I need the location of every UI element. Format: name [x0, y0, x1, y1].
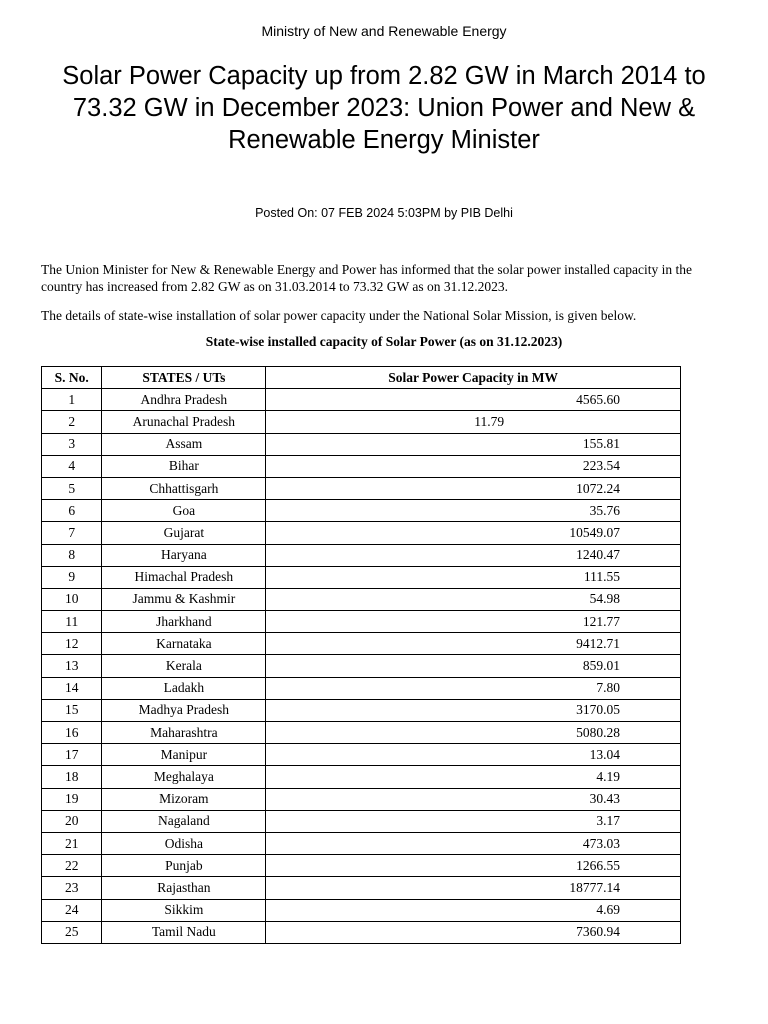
- cell-state: Mizoram: [102, 788, 266, 810]
- cell-capacity: 4.69: [266, 899, 681, 921]
- cell-state: Madhya Pradesh: [102, 699, 266, 721]
- cell-sno: 6: [42, 500, 102, 522]
- cell-capacity: 4565.60: [266, 389, 681, 411]
- cell-state: Kerala: [102, 655, 266, 677]
- cell-state: Odisha: [102, 832, 266, 854]
- cell-sno: 19: [42, 788, 102, 810]
- cell-state: Himachal Pradesh: [102, 566, 266, 588]
- table-row: [42, 455, 681, 477]
- table-row: [42, 722, 681, 744]
- cell-sno: 3: [42, 433, 102, 455]
- header-capacity: Solar Power Capacity in MW: [266, 367, 681, 389]
- cell-capacity: 859.01: [266, 655, 681, 677]
- table-row: [42, 766, 681, 788]
- cell-capacity: 54.98: [266, 588, 681, 610]
- table-row: [42, 411, 681, 433]
- table-row: [42, 699, 681, 721]
- cell-state: Bihar: [102, 455, 266, 477]
- cell-sno: 2: [42, 411, 102, 433]
- cell-state: Tamil Nadu: [102, 921, 266, 943]
- cell-sno: 15: [42, 699, 102, 721]
- table-row: [42, 433, 681, 455]
- cell-sno: 9: [42, 566, 102, 588]
- cell-state: Manipur: [102, 744, 266, 766]
- table-row: [42, 633, 681, 655]
- table-row: [42, 389, 681, 411]
- cell-capacity: 18777.14: [266, 877, 681, 899]
- table-row: [42, 855, 681, 877]
- table-row: [42, 744, 681, 766]
- cell-sno: 22: [42, 855, 102, 877]
- cell-capacity: 155.81: [266, 433, 681, 455]
- cell-capacity: 10549.07: [266, 522, 681, 544]
- cell-capacity: 13.04: [266, 744, 681, 766]
- cell-sno: 25: [42, 921, 102, 943]
- cell-state: Jharkhand: [102, 611, 266, 633]
- header-sno: S. No.: [42, 367, 102, 389]
- cell-state: Meghalaya: [102, 766, 266, 788]
- cell-sno: 18: [42, 766, 102, 788]
- cell-state: Gujarat: [102, 522, 266, 544]
- table-row: [42, 544, 681, 566]
- cell-capacity: 9412.71: [266, 633, 681, 655]
- table-caption: State-wise installed capacity of Solar Power (as on 31.12.2023): [205, 334, 563, 349]
- cell-state: Punjab: [102, 855, 266, 877]
- cell-capacity: 30.43: [266, 788, 681, 810]
- cell-sno: 14: [42, 677, 102, 699]
- solar-capacity-table: [41, 366, 681, 944]
- cell-sno: 17: [42, 744, 102, 766]
- cell-state: Chhattisgarh: [102, 477, 266, 499]
- cell-capacity: 4.19: [266, 766, 681, 788]
- cell-sno: 13: [42, 655, 102, 677]
- cell-state: Andhra Pradesh: [102, 389, 266, 411]
- cell-sno: 20: [42, 810, 102, 832]
- table-header-row: [42, 367, 681, 389]
- cell-sno: 1: [42, 389, 102, 411]
- cell-state: Assam: [102, 433, 266, 455]
- cell-sno: 24: [42, 899, 102, 921]
- table-row: [42, 611, 681, 633]
- intro-paragraph: The Union Minister for New & Renewable Energy and Power has informed that the solar power installed capacity in the country has increased from 2.82 GW as on 31.03.2014 to 73.32 GW as on 31.12.2023.: [41, 262, 692, 294]
- cell-capacity: 223.54: [266, 455, 681, 477]
- table-row: [42, 810, 681, 832]
- table-row: [42, 877, 681, 899]
- cell-sno: 5: [42, 477, 102, 499]
- cell-sno: 12: [42, 633, 102, 655]
- cell-capacity: 5080.28: [266, 722, 681, 744]
- cell-state: Sikkim: [102, 899, 266, 921]
- cell-sno: 16: [42, 722, 102, 744]
- ministry-name: Ministry of New and Renewable Energy: [261, 23, 507, 39]
- cell-sno: 8: [42, 544, 102, 566]
- cell-capacity: 11.79: [266, 411, 681, 433]
- cell-state: Ladakh: [102, 677, 266, 699]
- table-row: [42, 832, 681, 854]
- cell-state: Karnataka: [102, 633, 266, 655]
- cell-state: Haryana: [102, 544, 266, 566]
- cell-state: Nagaland: [102, 810, 266, 832]
- cell-capacity: 1072.24: [266, 477, 681, 499]
- cell-sno: 11: [42, 611, 102, 633]
- cell-capacity: 35.76: [266, 500, 681, 522]
- table-row: [42, 477, 681, 499]
- table-row: [42, 899, 681, 921]
- cell-state: Arunachal Pradesh: [102, 411, 266, 433]
- table-row: [42, 655, 681, 677]
- cell-capacity: 1266.55: [266, 855, 681, 877]
- cell-capacity: 3.17: [266, 810, 681, 832]
- cell-capacity: 3170.05: [266, 699, 681, 721]
- table-row: [42, 566, 681, 588]
- table-row: [42, 921, 681, 943]
- cell-sno: 23: [42, 877, 102, 899]
- cell-state: Jammu & Kashmir: [102, 588, 266, 610]
- header-state: STATES / UTs: [102, 367, 266, 389]
- cell-capacity: 1240.47: [266, 544, 681, 566]
- cell-sno: 21: [42, 832, 102, 854]
- cell-capacity: 7.80: [266, 677, 681, 699]
- posted-on: Posted On: 07 FEB 2024 5:03PM by PIB Delhi: [255, 206, 513, 220]
- details-paragraph: The details of state-wise installation of solar power capacity under the National Solar Mission, is given below.: [41, 308, 637, 323]
- cell-capacity: 7360.94: [266, 921, 681, 943]
- table-row: [42, 522, 681, 544]
- page-title: Solar Power Capacity up from 2.82 GW in March 2014 to 73.32 GW in December 2023: Union Power and New & Renewable Energy Minister: [62, 62, 706, 154]
- table-row: [42, 677, 681, 699]
- cell-state: Rajasthan: [102, 877, 266, 899]
- table-row: [42, 788, 681, 810]
- cell-state: Goa: [102, 500, 266, 522]
- cell-state: Maharashtra: [102, 722, 266, 744]
- cell-capacity: 121.77: [266, 611, 681, 633]
- cell-capacity: 111.55: [266, 566, 681, 588]
- cell-capacity: 473.03: [266, 832, 681, 854]
- cell-sno: 7: [42, 522, 102, 544]
- cell-sno: 10: [42, 588, 102, 610]
- cell-sno: 4: [42, 455, 102, 477]
- table-row: [42, 500, 681, 522]
- table-row: [42, 588, 681, 610]
